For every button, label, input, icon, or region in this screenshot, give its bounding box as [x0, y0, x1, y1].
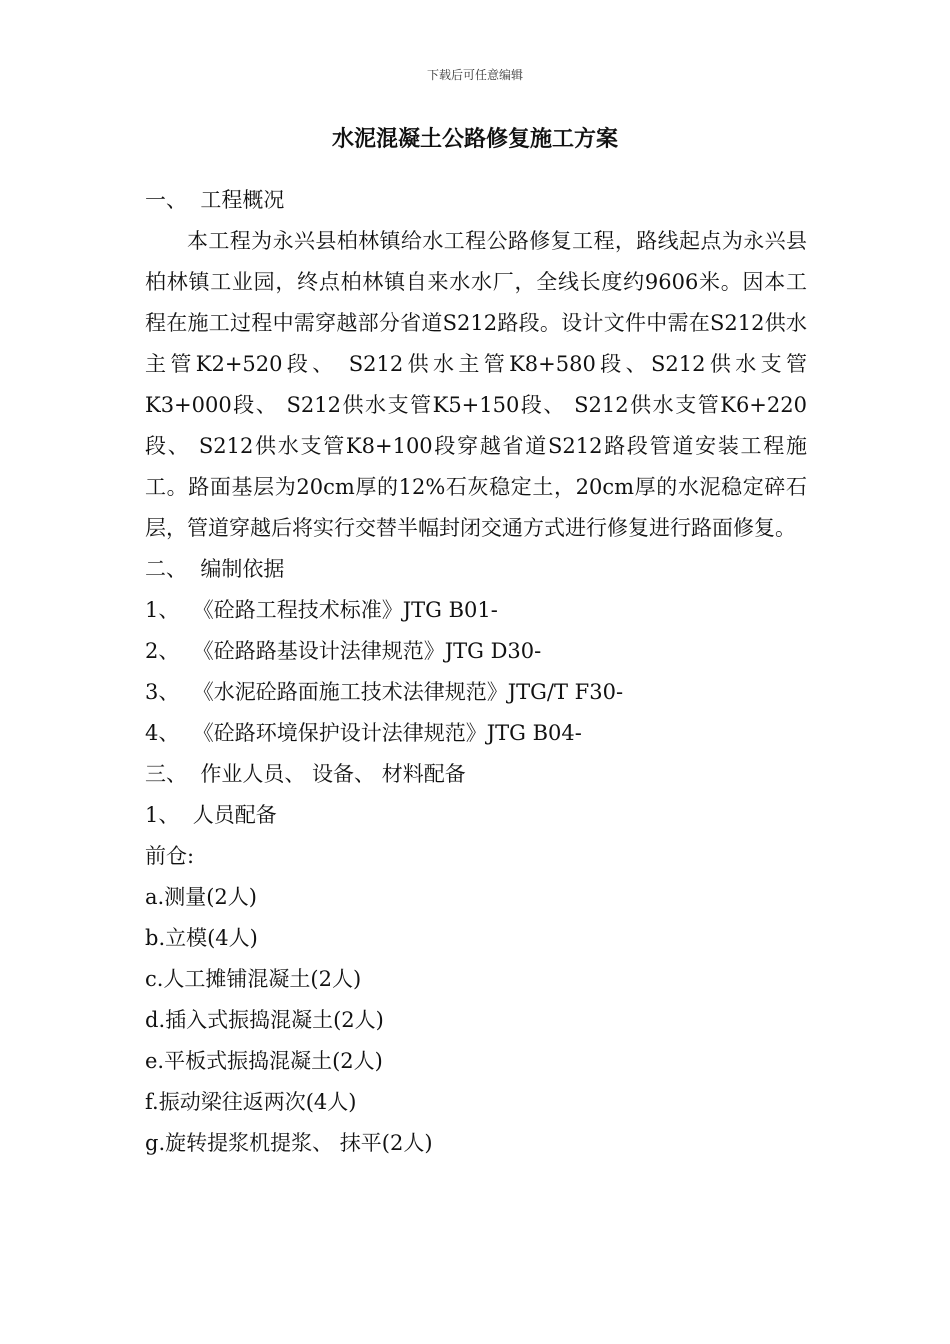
- basis-item: 2、 《砼路路基设计法律规范》JTG D30-: [145, 639, 542, 663]
- document-title: 水泥混凝土公路修复施工方案: [331, 127, 618, 152]
- section-heading-basis: 二、 编制依据: [145, 557, 285, 581]
- document-body: [145, 180, 807, 1164]
- basis-item: 1、 《砼路工程技术标准》JTG B01-: [145, 598, 498, 622]
- basis-item: 4、 《砼路环境保护设计法律规范》JTG B04-: [145, 721, 582, 745]
- personnel-item: b.立模(4人): [145, 926, 258, 950]
- section-heading-overview: 一、 工程概况: [145, 188, 285, 212]
- personnel-item: c.人工摊铺混凝土(2人): [145, 967, 362, 991]
- personnel-item: g.旋转提浆机提浆、 抹平(2人): [145, 1131, 433, 1155]
- subsection-heading-personnel: 1、 人员配备: [145, 803, 277, 827]
- personnel-item: a.测量(2人): [145, 885, 257, 909]
- personnel-item: e.平板式振捣混凝土(2人): [145, 1049, 383, 1073]
- personnel-item: f.振动梁往返两次(4人): [145, 1090, 357, 1114]
- personnel-item: d.插入式振捣混凝土(2人): [145, 1008, 384, 1032]
- overview-paragraph: 本工程为永兴县柏林镇给水工程公路修复工程，路线起点为永兴县柏林镇工业园，终点柏林镇自来水水厂，全线长度约9606米。因本工程在施工过程中需穿越部分省道S212路段。设计文件中需在S212供水主管K2+520段、 S212供水主管K8+580段、S212供水支管K3+000段、 S212供水支管K5+150段、 S212供水支管K6+220段、 S212供水支管K8+100段穿越省道S212路段管道安装工程施工。路面基层为20cm厚的12%石灰稳定土，20cm厚的水泥稳定碎石层，管道穿越后将实行交替半幅封闭交通方式进行修复进行路面修复。: [145, 229, 807, 540]
- basis-item: 3、 《水泥砼路面施工技术法律规范》JTG/T F30-: [145, 680, 624, 704]
- section-heading-staffing: 三、 作业人员、 设备、 材料配备: [145, 762, 466, 786]
- front-bin-label: 前仓:: [145, 844, 195, 868]
- header-note: 下载后可任意编辑: [426, 68, 523, 82]
